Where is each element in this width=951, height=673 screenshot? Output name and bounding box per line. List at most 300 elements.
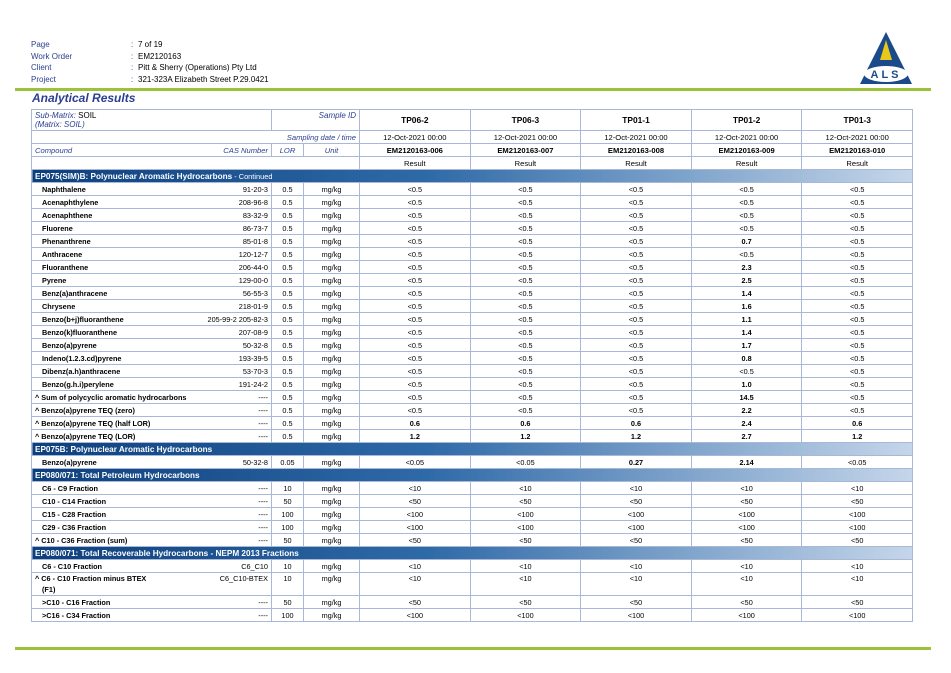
result-value: <0.5	[802, 235, 913, 248]
sample-date-4: 12-Oct-2021 00:00	[691, 131, 802, 144]
result-row	[32, 235, 913, 248]
result-value: 2.2	[691, 404, 802, 417]
result-value: <0.5	[470, 287, 581, 300]
sample-date-5: 12-Oct-2021 00:00	[802, 131, 913, 144]
cas-number: ----	[258, 405, 268, 415]
compound-cell	[32, 417, 272, 430]
result-value: <10	[360, 482, 471, 495]
lor-value: 0.5	[272, 365, 304, 378]
result-value: <0.5	[470, 274, 581, 287]
sample-id-1: TP06-2	[360, 110, 471, 131]
result-value: <0.5	[691, 209, 802, 222]
unit-value: mg/kg	[304, 300, 360, 313]
result-value: <50	[802, 596, 913, 609]
result-value: <0.05	[470, 456, 581, 469]
compound-cell	[32, 300, 272, 313]
cas-number: ----	[258, 418, 268, 428]
result-row	[32, 222, 913, 235]
result-value: <0.5	[691, 365, 802, 378]
sampling-date-row	[32, 131, 913, 144]
result-value: <0.5	[470, 209, 581, 222]
lor-value: 0.5	[272, 274, 304, 287]
result-value: <0.5	[691, 222, 802, 235]
compound-name: ^ Benzo(a)pyrene TEQ (half LOR)	[35, 418, 151, 428]
result-row	[32, 287, 913, 300]
section-title-text: EP080/071: Total Recoverable Hydrocarbons - NEPM 2013 Fractions	[35, 548, 299, 558]
compound-name: C15 - C28 Fraction	[42, 509, 107, 519]
result-value: <100	[581, 521, 692, 534]
result-value: <0.5	[470, 196, 581, 209]
als-logo	[856, 30, 916, 86]
unit-value: mg/kg	[304, 404, 360, 417]
bottom-rule	[15, 647, 931, 650]
result-value: <0.5	[581, 209, 692, 222]
result-value: <0.5	[691, 183, 802, 196]
compound-name: Pyrene	[42, 275, 67, 285]
section-title-text: EP075(SIM)B: Polynuclear Aromatic Hydrocarbons	[35, 171, 233, 181]
result-value: <0.5	[581, 404, 692, 417]
result-value: <0.5	[360, 209, 471, 222]
result-value: <0.5	[802, 196, 913, 209]
column-header-row	[32, 144, 913, 157]
lor-value: 100	[272, 609, 304, 622]
compound-cell	[32, 248, 272, 261]
result-row	[32, 313, 913, 326]
result-value: <0.5	[802, 209, 913, 222]
compound-name: ^ Benzo(a)pyrene TEQ (LOR)	[35, 431, 136, 441]
unit-value: mg/kg	[304, 183, 360, 196]
result-value: <100	[802, 521, 913, 534]
page-title: Analytical Results	[32, 91, 136, 105]
result-value: <50	[581, 534, 692, 547]
section-header	[32, 443, 913, 456]
result-value: <50	[691, 534, 802, 547]
result-value: <0.5	[360, 183, 471, 196]
result-value: 2.5	[691, 274, 802, 287]
result-row	[32, 560, 913, 573]
unit-value: mg/kg	[304, 261, 360, 274]
result-value: 2.14	[691, 456, 802, 469]
result-value: <0.5	[470, 365, 581, 378]
result-value: <0.5	[470, 222, 581, 235]
unit-value: mg/kg	[304, 573, 360, 596]
result-value: <0.5	[360, 274, 471, 287]
result-value: <0.5	[802, 404, 913, 417]
result-value: 0.6	[470, 417, 581, 430]
section-header	[32, 170, 913, 183]
unit-header: Unit	[304, 144, 360, 157]
result-row	[32, 508, 913, 521]
result-value: <50	[581, 596, 692, 609]
result-value: 0.27	[581, 456, 692, 469]
lor-value: 50	[272, 534, 304, 547]
result-value: 0.6	[581, 417, 692, 430]
result-value: <50	[802, 534, 913, 547]
result-value: <50	[470, 495, 581, 508]
lor-header: LOR	[272, 144, 304, 157]
result-value: 1.7	[691, 339, 802, 352]
compound-cell	[32, 222, 272, 235]
result-value: <0.5	[360, 196, 471, 209]
result-value: <0.5	[360, 222, 471, 235]
result-value: 2.3	[691, 261, 802, 274]
result-value: <0.5	[802, 365, 913, 378]
result-row	[32, 248, 913, 261]
result-label-row	[32, 157, 913, 170]
cas-number: 91-20-3	[242, 184, 268, 194]
result-row	[32, 417, 913, 430]
result-value: 1.4	[691, 287, 802, 300]
compound-name: Benzo(g.h.i)perylene	[42, 379, 114, 389]
sample-id-3: TP01-1	[581, 110, 692, 131]
compound-name: Benzo(a)pyrene	[42, 340, 97, 350]
result-value: <0.5	[360, 235, 471, 248]
unit-value: mg/kg	[304, 495, 360, 508]
compound-name: ^ C6 - C10 Fraction minus BTEX	[35, 574, 147, 583]
lor-value: 0.5	[272, 235, 304, 248]
result-value: <10	[691, 573, 802, 596]
result-value: <100	[581, 508, 692, 521]
cas-number: C6_C10-BTEX	[219, 574, 268, 583]
result-value: <0.5	[581, 196, 692, 209]
result-value: 1.0	[691, 378, 802, 391]
compound-name: Naphthalene	[42, 184, 86, 194]
lor-value: 0.5	[272, 287, 304, 300]
result-value: <0.5	[802, 378, 913, 391]
result-value: <0.5	[470, 313, 581, 326]
unit-value: mg/kg	[304, 596, 360, 609]
result-value: <10	[691, 560, 802, 573]
lor-value: 100	[272, 508, 304, 521]
compound-cell	[32, 560, 272, 573]
unit-value: mg/kg	[304, 417, 360, 430]
result-value: <100	[360, 521, 471, 534]
cas-number: 85-01-8	[242, 236, 268, 246]
compound-name: Benzo(a)pyrene	[42, 457, 97, 467]
compound-name: C29 - C36 Fraction	[42, 522, 107, 532]
cas-number: 193-39-5	[238, 353, 268, 363]
unit-value: mg/kg	[304, 521, 360, 534]
compound-cell	[32, 326, 272, 339]
lab-id-3: EM2120163-008	[581, 144, 692, 157]
result-value: 0.6	[802, 417, 913, 430]
unit-value: mg/kg	[304, 391, 360, 404]
result-label-1: Result	[360, 157, 471, 170]
unit-value: mg/kg	[304, 560, 360, 573]
result-value: <0.5	[581, 378, 692, 391]
result-value: <0.5	[360, 300, 471, 313]
lor-value: 0.5	[272, 326, 304, 339]
client-label: Client	[31, 63, 52, 73]
result-value: <50	[360, 534, 471, 547]
cas-label: CAS Number	[223, 145, 268, 155]
sampling-label: Sampling date / time	[32, 131, 360, 144]
compound-name: C10 - C14 Fraction	[42, 496, 107, 506]
top-rule	[15, 88, 931, 91]
result-row	[32, 352, 913, 365]
compound-cell	[32, 196, 272, 209]
result-row	[32, 534, 913, 547]
lor-value: 0.5	[272, 196, 304, 209]
result-value: <10	[581, 560, 692, 573]
unit-value: mg/kg	[304, 352, 360, 365]
cas-number: ----	[258, 483, 268, 493]
result-value: <10	[470, 482, 581, 495]
result-row	[32, 209, 913, 222]
result-row	[32, 196, 913, 209]
result-value: <0.5	[470, 248, 581, 261]
compound-name: Acenaphthene	[42, 210, 93, 220]
result-value: <0.5	[470, 300, 581, 313]
result-value: <50	[802, 495, 913, 508]
compound-cell	[32, 508, 272, 521]
compound-name: Benz(a)anthracene	[42, 288, 108, 298]
compound-cell	[32, 495, 272, 508]
unit-value: mg/kg	[304, 456, 360, 469]
result-row	[32, 404, 913, 417]
lab-id-5: EM2120163-010	[802, 144, 913, 157]
result-value: <0.5	[360, 378, 471, 391]
sample-date-1: 12-Oct-2021 00:00	[360, 131, 471, 144]
cas-number: 205-99-2 205-82-3	[207, 314, 268, 324]
lor-value: 0.5	[272, 313, 304, 326]
section-title-suffix: - Continued	[232, 171, 273, 181]
unit-value: mg/kg	[304, 196, 360, 209]
compound-cell	[32, 261, 272, 274]
unit-value: mg/kg	[304, 482, 360, 495]
result-value: <0.5	[581, 391, 692, 404]
result-value: <0.5	[802, 248, 913, 261]
results-table	[31, 109, 913, 622]
compound-cell	[32, 313, 272, 326]
unit-value: mg/kg	[304, 235, 360, 248]
result-value: <0.5	[360, 248, 471, 261]
result-value: <0.5	[581, 183, 692, 196]
result-row	[32, 609, 913, 622]
sample-id-row	[32, 110, 913, 131]
result-value: <100	[802, 609, 913, 622]
result-value: <0.5	[360, 313, 471, 326]
lor-value: 10	[272, 573, 304, 596]
lor-value: 0.5	[272, 430, 304, 443]
compound-cell	[32, 378, 272, 391]
result-row	[32, 456, 913, 469]
compound-name: Benzo(b+j)fluoranthene	[42, 314, 124, 324]
result-value: <100	[360, 609, 471, 622]
lab-id-2: EM2120163-007	[470, 144, 581, 157]
cas-number: 191-24-2	[238, 379, 268, 389]
result-row	[32, 261, 913, 274]
result-value: <100	[691, 508, 802, 521]
lor-value: 0.05	[272, 456, 304, 469]
client-value: Pitt & Sherry (Operations) Pty Ltd	[138, 63, 257, 73]
compound-cell	[32, 482, 272, 495]
result-row	[32, 339, 913, 352]
lor-value: 50	[272, 495, 304, 508]
result-value: <0.5	[470, 326, 581, 339]
lor-value: 0.5	[272, 209, 304, 222]
compound-name: Fluoranthene	[42, 262, 89, 272]
sample-id-2: TP06-3	[470, 110, 581, 131]
cas-number: 83-32-9	[242, 210, 268, 220]
result-value: <100	[470, 609, 581, 622]
result-value: <10	[581, 573, 692, 596]
result-value: <50	[691, 495, 802, 508]
project-label: Project	[31, 74, 56, 84]
result-value: <0.5	[581, 326, 692, 339]
result-row	[32, 430, 913, 443]
work-order-label: Work Order	[31, 51, 73, 61]
result-value: <0.5	[470, 261, 581, 274]
compound-name: >C16 - C34 Fraction	[42, 610, 111, 620]
cas-number: 129-00-0	[238, 275, 268, 285]
compound-cell	[32, 365, 272, 378]
result-value: <0.5	[360, 365, 471, 378]
result-value: <0.5	[360, 261, 471, 274]
unit-value: mg/kg	[304, 609, 360, 622]
compound-cell	[32, 274, 272, 287]
result-value: <50	[691, 596, 802, 609]
logo-text: ALS	[870, 69, 902, 81]
result-value: <0.5	[470, 183, 581, 196]
sample-id-4: TP01-2	[691, 110, 802, 131]
section-title	[32, 443, 913, 456]
result-value: <10	[691, 482, 802, 495]
cas-number: ----	[258, 535, 268, 545]
lor-value: 0.5	[272, 300, 304, 313]
compound-label: Compound	[35, 145, 73, 155]
section-title-text: EP075B: Polynuclear Aromatic Hydrocarbons	[35, 444, 213, 454]
result-value: <100	[581, 609, 692, 622]
unit-value: mg/kg	[304, 287, 360, 300]
unit-value: mg/kg	[304, 365, 360, 378]
unit-value: mg/kg	[304, 508, 360, 521]
cas-number: ----	[258, 392, 268, 402]
result-value: <0.5	[691, 248, 802, 261]
result-label-2: Result	[470, 157, 581, 170]
sample-date-2: 12-Oct-2021 00:00	[470, 131, 581, 144]
compound-name: Benzo(k)fluoranthene	[42, 327, 117, 337]
cas-number: ----	[258, 610, 268, 620]
result-value: 1.1	[691, 313, 802, 326]
compound-name: >C10 - C16 Fraction	[42, 597, 111, 607]
result-value: <100	[470, 508, 581, 521]
lor-value: 0.5	[272, 183, 304, 196]
compound-cell	[32, 573, 272, 596]
cas-number: 53-70-3	[242, 366, 268, 376]
result-value: <50	[360, 495, 471, 508]
cas-number: 120-12-7	[238, 249, 268, 259]
compound-cell	[32, 430, 272, 443]
result-value: <0.5	[802, 274, 913, 287]
compound-cell	[32, 391, 272, 404]
submatrix-cell	[32, 110, 272, 131]
result-value: <0.5	[802, 261, 913, 274]
unit-value: mg/kg	[304, 313, 360, 326]
compound-name: ^ Benzo(a)pyrene TEQ (zero)	[35, 405, 135, 415]
lab-id-4: EM2120163-009	[691, 144, 802, 157]
result-value: <0.5	[581, 235, 692, 248]
result-row	[32, 274, 913, 287]
result-value: <0.5	[581, 261, 692, 274]
cas-number: ----	[258, 509, 268, 519]
unit-value: mg/kg	[304, 248, 360, 261]
result-row	[32, 300, 913, 313]
result-value: 1.4	[691, 326, 802, 339]
compound-name: Indeno(1.2.3.cd)pyrene	[42, 353, 122, 363]
lab-id-1: EM2120163-006	[360, 144, 471, 157]
cas-number: ----	[258, 431, 268, 441]
lor-value: 10	[272, 560, 304, 573]
result-value: <50	[470, 596, 581, 609]
result-value: <0.5	[470, 235, 581, 248]
result-value: <50	[360, 596, 471, 609]
compound-name: C6 - C9 Fraction	[42, 483, 98, 493]
cas-number: ----	[258, 522, 268, 532]
result-value: <10	[802, 560, 913, 573]
result-value: 1.2	[470, 430, 581, 443]
cas-number: ----	[258, 496, 268, 506]
section-header	[32, 547, 913, 560]
unit-value: mg/kg	[304, 222, 360, 235]
result-value: <0.5	[691, 196, 802, 209]
work-order-value: EM2120163	[138, 51, 182, 61]
report-header: Page : 7 of 19 Work Order : EM2120163 Client : Pitt & Sherry (Operations) Pty Ltd Project : 321-323A Elizabeth Street P.29.0421	[31, 40, 269, 84]
lor-value: 10	[272, 482, 304, 495]
result-value: <10	[470, 573, 581, 596]
compound-header	[32, 144, 272, 157]
lor-value: 0.5	[272, 417, 304, 430]
lor-value: 0.5	[272, 248, 304, 261]
result-value: <50	[581, 495, 692, 508]
result-value: <0.5	[802, 222, 913, 235]
result-value: <50	[470, 534, 581, 547]
unit-value: mg/kg	[304, 339, 360, 352]
section-title	[32, 170, 913, 183]
lor-value: 50	[272, 596, 304, 609]
result-spacer	[32, 157, 360, 170]
result-value: <0.5	[581, 248, 692, 261]
result-label-3: Result	[581, 157, 692, 170]
compound-cell	[32, 456, 272, 469]
result-value: <0.5	[581, 339, 692, 352]
compound-cell	[32, 404, 272, 417]
result-value: 0.7	[691, 235, 802, 248]
result-row	[32, 495, 913, 508]
result-value: <0.5	[360, 391, 471, 404]
lor-value: 0.5	[272, 352, 304, 365]
compound-cell	[32, 609, 272, 622]
compound-cell	[32, 339, 272, 352]
result-value: <100	[470, 521, 581, 534]
sub-matrix-label: Sub-Matrix:	[35, 111, 76, 120]
compound-name-cont: (F1)	[42, 585, 56, 594]
cas-number: 50-32-8	[242, 457, 268, 467]
result-value: 1.2	[581, 430, 692, 443]
result-row	[32, 183, 913, 196]
cas-number: 208-96-8	[238, 197, 268, 207]
result-value: <0.5	[581, 274, 692, 287]
sub-matrix-value: SOIL	[78, 111, 97, 120]
result-row	[32, 378, 913, 391]
result-value: <0.5	[802, 339, 913, 352]
compound-cell	[32, 596, 272, 609]
sample-id-label: Sample ID	[272, 110, 360, 131]
compound-cell	[32, 209, 272, 222]
cas-number: 218-01-9	[238, 301, 268, 311]
result-value: 1.2	[360, 430, 471, 443]
page-label: Page	[31, 40, 50, 49]
